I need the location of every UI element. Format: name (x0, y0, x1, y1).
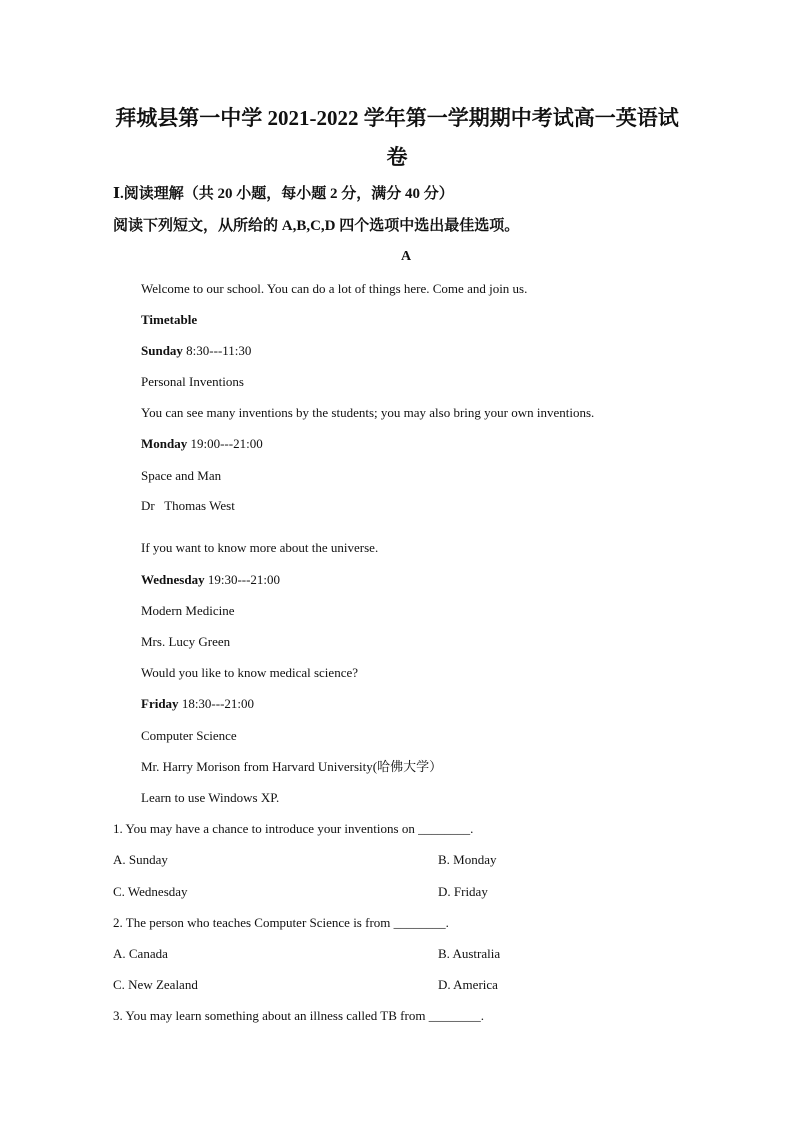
monday-description: If you want to know more about the universe. (141, 540, 379, 555)
sunday-title: Personal Inventions (141, 374, 244, 389)
question-stem: 1. You may have a chance to introduce your inventions on ________. (113, 821, 474, 836)
sunday-slot (141, 344, 251, 357)
friday-slot (141, 697, 254, 710)
option-d: D. Friday (438, 884, 488, 899)
time-range: 19:00---21:00 (187, 436, 263, 451)
welcome-text: Welcome to our school. You can do a lot of things here. Come and join us. (141, 281, 528, 296)
question-stem: 3. You may learn something about an illness called TB from ________. (113, 1008, 484, 1023)
wednesday-slot (141, 573, 280, 586)
wednesday-speaker: Mrs. Lucy Green (141, 634, 231, 649)
option-b: B. Australia (438, 946, 501, 961)
time-range: 19:30---21:00 (204, 572, 281, 587)
option-a: A. Sunday (113, 852, 168, 867)
day-label: Sunday (141, 343, 183, 358)
day-label: Wednesday (141, 572, 205, 587)
wednesday-title: Modern Medicine (141, 603, 235, 618)
day-label: Monday (141, 436, 188, 451)
option-d: D. America (438, 977, 498, 992)
option-c: C. New Zealand (113, 977, 198, 992)
monday-speaker: Dr Thomas West (141, 498, 235, 513)
friday-speaker: Mr. Harry Morison from Harvard University(哈佛大学） (141, 759, 443, 774)
timetable-heading: Timetable (141, 312, 198, 327)
day-label: Friday (141, 696, 179, 711)
section-heading: Ⅰ.阅读理解（共 20 小题，每小题 2 分，满分 40 分） (113, 186, 454, 202)
friday-title: Computer Science (141, 728, 237, 743)
friday-description: Learn to use Windows XP. (141, 790, 280, 805)
exam-title-line-2: 卷 (386, 145, 408, 169)
wednesday-description: Would you like to know medical science? (141, 665, 359, 680)
time-range: 18:30---21:00 (178, 696, 255, 711)
time-range: 8:30---11:30 (182, 343, 252, 358)
section-instruction: 阅读下列短文，从所给的 A,B,C,D 四个选项中选出最佳选项。 (113, 218, 520, 234)
passage-label: A (400, 249, 412, 264)
option-a: A. Canada (113, 946, 168, 961)
option-b: B. Monday (438, 852, 497, 867)
monday-slot (141, 437, 263, 450)
sunday-description: You can see many inventions by the students; you may also bring your own inventions. (141, 405, 595, 420)
option-c: C. Wednesday (113, 884, 188, 899)
monday-title: Space and Man (141, 468, 222, 483)
exam-title-line-1: 拜城县第一中学 2021-2022 学年第一学期期中考试高一英语试 (115, 106, 679, 130)
question-stem: 2. The person who teaches Computer Science is from ________. (113, 915, 449, 930)
